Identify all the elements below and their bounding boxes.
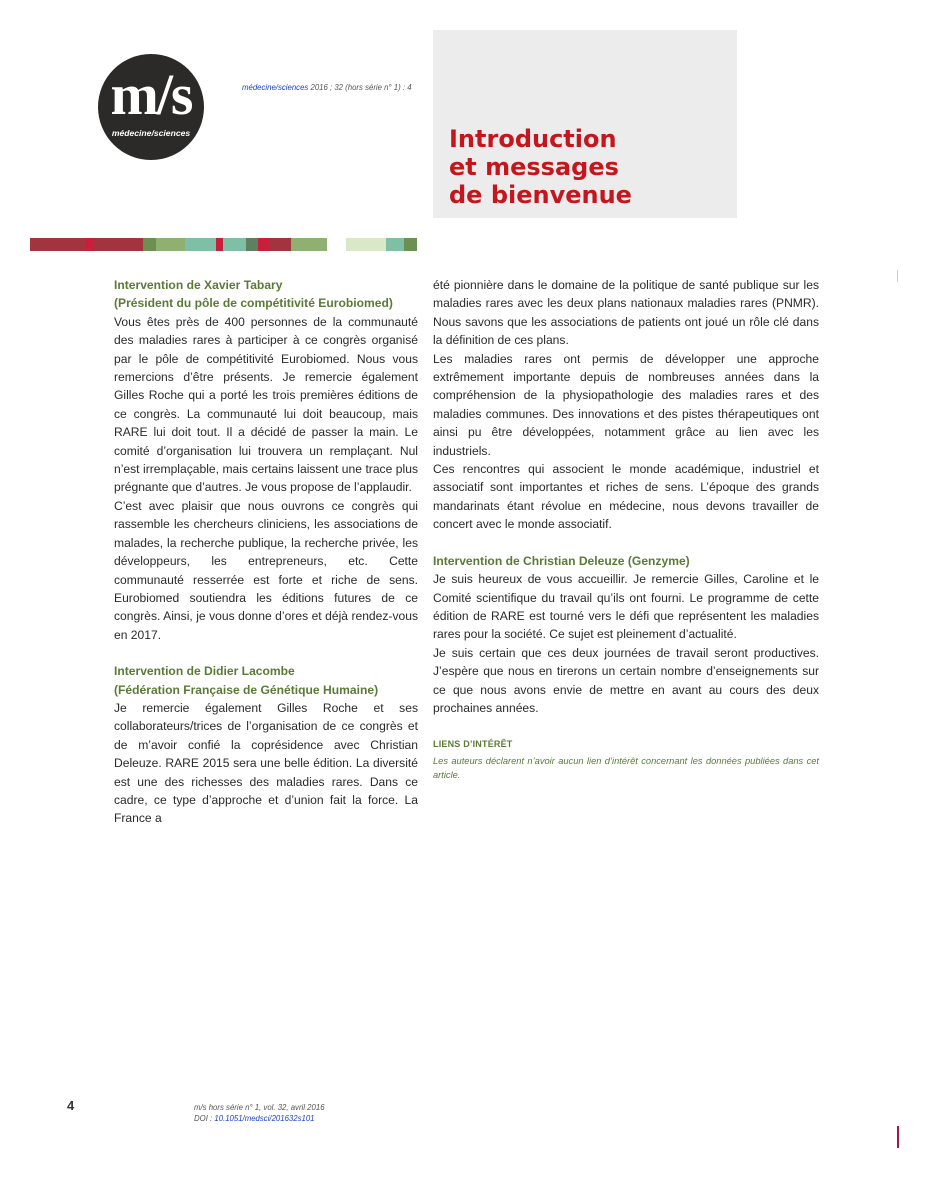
color-bar-segment bbox=[246, 238, 258, 251]
color-bar-segment bbox=[223, 238, 246, 251]
page-number: 4 bbox=[67, 1098, 75, 1113]
color-bar-segment bbox=[386, 238, 403, 251]
logo-mark: m/s bbox=[110, 62, 192, 127]
footer-issue: m/s hors série n° 1, vol. 32, avril 2016 bbox=[194, 1103, 325, 1112]
section-gap bbox=[433, 717, 819, 729]
section-heading: Intervention de Xavier Tabary bbox=[114, 278, 283, 292]
title-line: de bienvenue bbox=[449, 181, 632, 209]
color-bar-segment bbox=[404, 238, 417, 251]
doi-link[interactable]: 10.1051/medsci/201632s101 bbox=[214, 1114, 315, 1123]
color-bar-segment bbox=[258, 238, 270, 251]
color-bar-segment bbox=[216, 238, 224, 251]
margin-mark-top bbox=[897, 270, 898, 282]
conflict-of-interest-text: Les auteurs déclarent n’avoir aucun lien d’intérêt concernant les données publiées dans cet article. bbox=[433, 755, 819, 780]
article-title bbox=[449, 125, 729, 209]
color-bar-segment bbox=[143, 238, 156, 251]
left-column bbox=[114, 276, 418, 828]
body-paragraph: Je suis heureux de vous accueillir. Je remercie Gilles, Caroline et le Comité scientifique du travail qu’ils ont fourni. Le programme de cette édition de RARE est tourné vers le défi que représentent les maladies rares pour la société. Ce sujet est pleinement d’actualité. bbox=[433, 572, 819, 642]
footer-doi bbox=[194, 1113, 325, 1124]
color-bar-segment bbox=[30, 238, 51, 251]
citation-journal-link[interactable]: médecine/sciences bbox=[242, 83, 309, 92]
color-bar-segment bbox=[327, 238, 346, 251]
section-gap bbox=[433, 534, 819, 552]
title-line: et messages bbox=[449, 153, 619, 181]
journal-logo bbox=[98, 54, 204, 160]
color-bar-segment bbox=[291, 238, 327, 251]
conflict-of-interest-heading: LIENS D’INTÉRÊT bbox=[433, 739, 513, 750]
body-paragraph: Je suis certain que ces deux journées de travail seront productives. J’espère que nous en tirerons un certain nombre d’enseignements sur ce que nous avons envie de mettre en avant au cours des deux prochaines années. bbox=[433, 645, 819, 715]
body-paragraph: Vous êtes près de 400 personnes de la communauté des maladies rares à participer à ce congrès organisé par le pôle de compétitivité Eurobiomed. Nous vous remercions d’être présents. Je remercie également Gilles Roche qui a porté les trois premières éditions de ce congrès. La communauté lui doit beaucoup, mais RARE lui doit tout. Il a décidé de passer la main. Le comité d’organisation lui trouvera un remplaçant. Nul n’est irremplaçable, mais certains laissent une trace plus prégnante que d’autres. Je vous propose de l’applaudir. bbox=[114, 314, 418, 495]
doi-label: DOI : bbox=[194, 1114, 215, 1123]
body-paragraph: C’est avec plaisir que nous ouvrons ce congrès qui rassemble les chercheurs cliniciens, les associations de malades, la recherche publique, la recherche privée, les développeurs, les entrepreneurs, etc. Cette communauté resserrée est forte et riche de sens. Eurobiomed soutiendra les éditions futures de ce congrès. Ainsi, je vous donne d’ores et déjà rendez-vous en 2017. bbox=[114, 498, 418, 642]
color-bar-segment bbox=[86, 238, 94, 251]
right-column bbox=[433, 276, 819, 782]
body-paragraph: Ces rencontres qui associent le monde académique, industriel et associatif sont importantes et riches de sens. L’époque des grands mandarinats étant révolue en médecine, nous devons travailler de concert avec le monde associatif. bbox=[433, 462, 819, 532]
color-bar-segment bbox=[93, 238, 143, 251]
body-paragraph: Je remercie également Gilles Roche et ses collaborateurs/trices de l’organisation de ce congrès et de m’avoir confié la coprésidence avec Christian Deleuze. RARE 2015 sera une belle édition. La diversité est une des richesses des maladies rares. Dans ce cadre, ce type d’approche et d’union fait la force. La France a bbox=[114, 700, 418, 826]
color-bar-segment bbox=[185, 238, 216, 251]
color-bar-segment bbox=[269, 238, 290, 251]
citation-details: 2016 ; 32 (hors série n° 1) : 4 bbox=[308, 83, 412, 92]
citation-header bbox=[242, 83, 412, 92]
body-paragraph: été pionnière dans le domaine de la politique de santé publique sur les maladies rares avec les deux plans nationaux maladies rares (PNMR). Nous savons que les associations de patients ont joué un rôle clé dans la définition de ces plans. bbox=[433, 278, 819, 348]
color-bar-segment bbox=[156, 238, 185, 251]
title-line: Introduction bbox=[449, 125, 617, 153]
title-box bbox=[433, 30, 737, 218]
section-gap bbox=[114, 644, 418, 662]
section-heading: (Président du pôle de compétitivité Eurobiomed) bbox=[114, 296, 393, 311]
margin-mark-bottom bbox=[897, 1126, 899, 1148]
color-bar-segment bbox=[346, 238, 386, 251]
color-bar-segment bbox=[51, 238, 85, 251]
body-paragraph: Les maladies rares ont permis de développer une approche extrêmement importante depuis de nombreuses années dans la compréhension de la physiopathologie des maladies rares et des maladies communes. Des innovations et des pistes thérapeutiques ont ainsi pu être développées, notamment grâce au lien avec les industriels. bbox=[433, 351, 819, 458]
logo-subtitle: médecine/sciences bbox=[111, 128, 191, 138]
section-heading: Intervention de Didier Lacombe bbox=[114, 664, 295, 679]
section-heading: Intervention de Christian Deleuze (Genzyme) bbox=[433, 553, 690, 568]
footer-citation bbox=[194, 1102, 325, 1124]
section-heading: (Fédération Française de Génétique Humaine) bbox=[114, 682, 379, 697]
decorative-color-bar bbox=[30, 238, 417, 251]
